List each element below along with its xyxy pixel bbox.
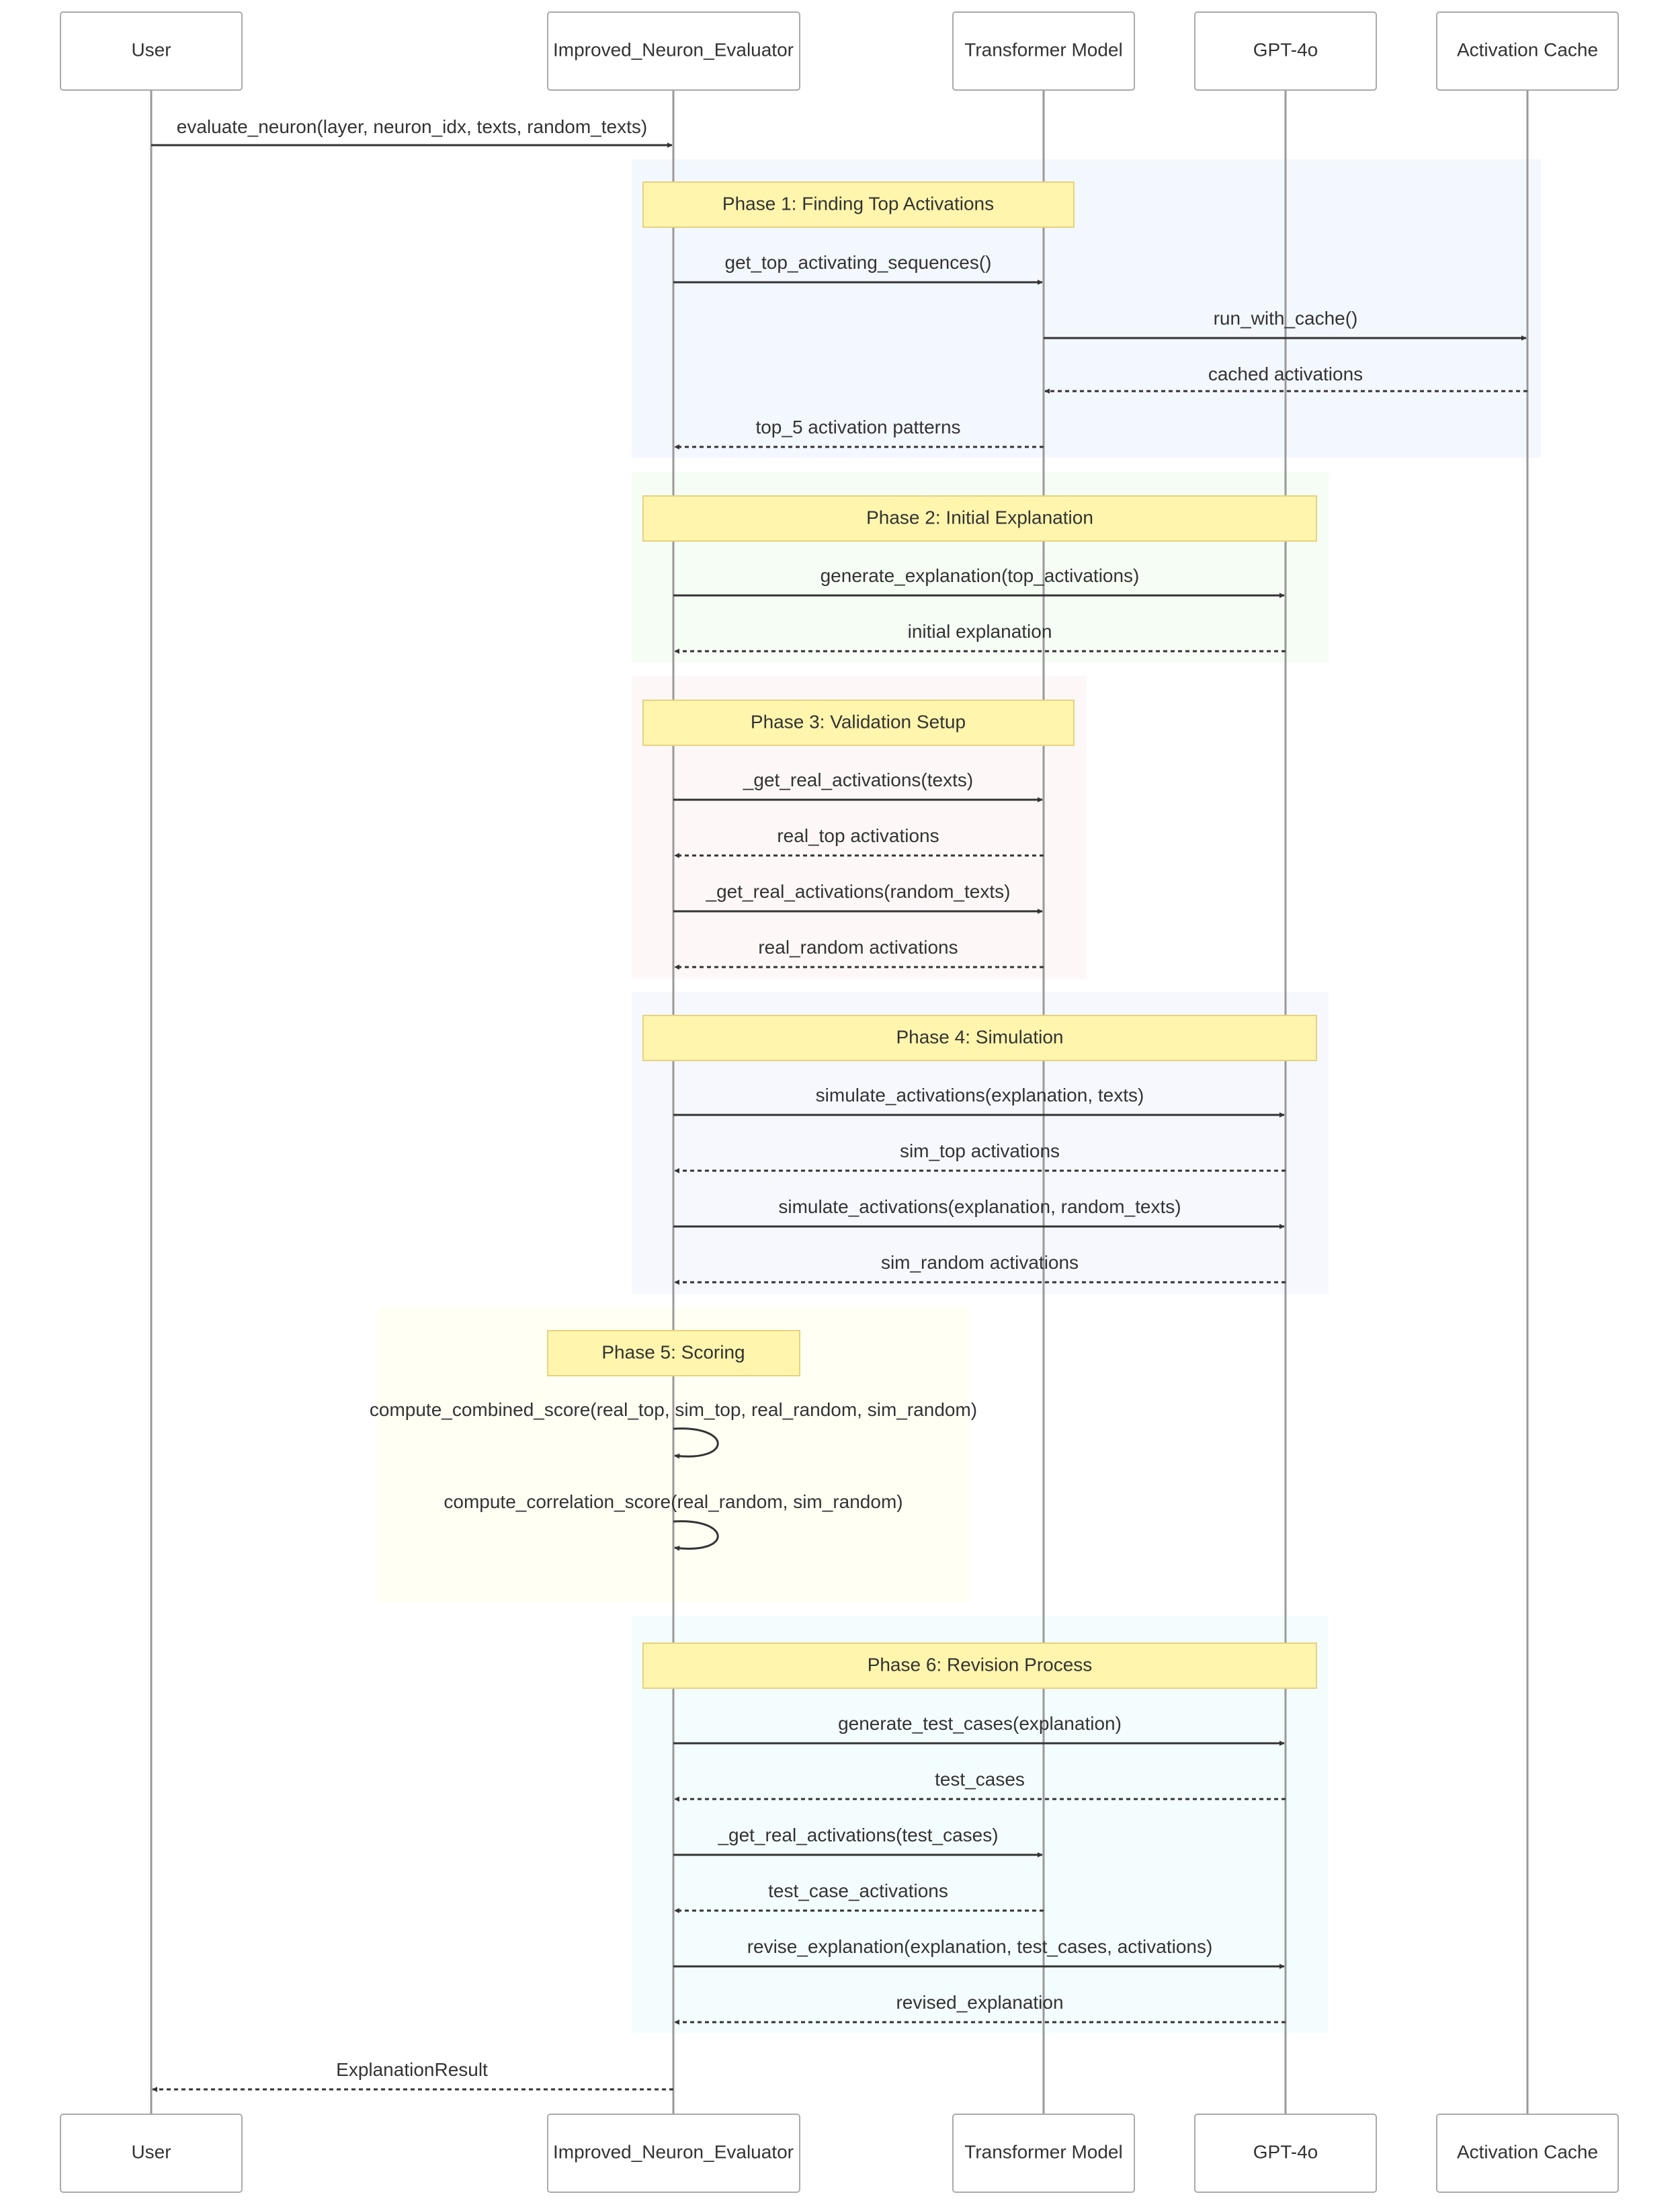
phase-note — [643, 182, 1074, 227]
message-label: simulate_activations(explanation, random_texts) — [778, 1196, 1181, 1217]
message-label: get_top_activating_sequences() — [724, 252, 992, 273]
message-label: generate_explanation(top_activations) — [820, 565, 1140, 586]
message-label: sim_random activations — [880, 1252, 1079, 1273]
participants-top — [60, 12, 1618, 90]
phase-note — [548, 1331, 800, 1376]
phase-label: Phase 5: Scoring — [601, 1341, 745, 1363]
participant-label: Improved_Neuron_Evaluator — [553, 39, 794, 60]
message-label: revised_explanation — [896, 1992, 1064, 2013]
participant-user-bottom[interactable] — [60, 2114, 242, 2192]
message-label: run_with_cache() — [1213, 308, 1358, 329]
phase-label: Phase 6: Revision Process — [867, 1654, 1093, 1675]
participant-label: GPT-4o — [1253, 39, 1318, 60]
participant-evaluator-bottom[interactable] — [548, 2114, 800, 2192]
message-label: generate_test_cases(explanation) — [838, 1713, 1122, 1734]
participant-label: GPT-4o — [1253, 2141, 1318, 2163]
participant-label: Activation Cache — [1456, 2141, 1599, 2163]
participant-evaluator[interactable] — [548, 12, 800, 90]
phase-label: Phase 2: Initial Explanation — [866, 507, 1093, 528]
message-label: _get_real_activations(texts) — [743, 769, 974, 790]
phase-label: Phase 4: Simulation — [896, 1026, 1064, 1048]
participant-user[interactable] — [60, 12, 242, 90]
phase-note — [643, 496, 1316, 541]
message-label: ExplanationResult — [336, 2059, 488, 2080]
message-label: simulate_activations(explanation, texts) — [815, 1085, 1144, 1106]
message-label: compute_correlation_score(real_random, sim_random) — [444, 1491, 903, 1512]
message-label: initial explanation — [907, 621, 1052, 642]
participant-label: Transformer Model — [964, 2141, 1123, 2163]
participant-gpt[interactable] — [1195, 12, 1376, 90]
participant-gpt-bottom[interactable] — [1195, 2114, 1376, 2192]
phase-note — [643, 1015, 1316, 1060]
message-label: cached activations — [1208, 364, 1363, 384]
participants-bottom — [60, 2114, 1618, 2192]
message-label: _get_real_activations(test_cases) — [718, 1825, 999, 1845]
message-label: revise_explanation(explanation, test_cases, activations) — [747, 1936, 1213, 1957]
message-label: evaluate_neuron(layer, neuron_idx, texts, random_texts) — [176, 116, 648, 137]
message-label: _get_real_activations(random_texts) — [706, 881, 1011, 902]
message-label: real_random activations — [758, 937, 958, 958]
participant-label: User — [131, 39, 171, 60]
participant-cache-bottom[interactable] — [1437, 2114, 1618, 2192]
participant-model[interactable] — [953, 12, 1134, 90]
message-label: test_cases — [935, 1769, 1025, 1790]
participant-label: User — [131, 2141, 171, 2163]
participant-label: Improved_Neuron_Evaluator — [553, 2141, 794, 2163]
message-label: sim_top activations — [899, 1140, 1060, 1161]
participant-label: Transformer Model — [964, 39, 1123, 60]
message — [153, 2059, 673, 2089]
message-label: test_case_activations — [768, 1880, 948, 1901]
participant-model-bottom[interactable] — [953, 2114, 1134, 2192]
message — [151, 116, 672, 145]
phase-note — [643, 700, 1074, 745]
participant-label: Activation Cache — [1456, 39, 1599, 60]
message-label: top_5 activation patterns — [755, 417, 961, 437]
phase-note — [643, 1643, 1316, 1688]
phase-label: Phase 1: Finding Top Activations — [722, 193, 995, 214]
participant-cache[interactable] — [1437, 12, 1618, 90]
message-label: real_top activations — [777, 825, 939, 846]
phase-label: Phase 3: Validation Setup — [750, 711, 966, 733]
message-label: compute_combined_score(real_top, sim_top, real_random, sim_random) — [369, 1399, 978, 1420]
